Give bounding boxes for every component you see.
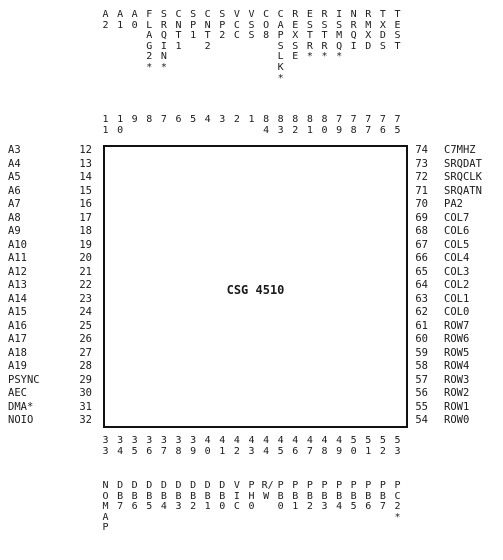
left-pin-number: 26 [79,333,92,345]
top-signal-label: TEST [394,9,401,52]
right-pin-number: 54 [415,414,428,426]
left-signal-label: DMA* [8,400,34,413]
top-signal-label: A1 [117,9,124,31]
top-signal-label: CNT1 [175,9,182,52]
top-signal-label: REXSE [292,9,299,63]
top-signal-label: VSS [248,9,255,42]
left-signal-label: A10 [8,238,27,251]
left-signal-label: A7 [8,198,21,210]
bottom-signal-label: VIC [233,480,240,513]
left-pin-number: 22 [79,279,92,291]
right-signal-label: SRQDAT [444,157,482,170]
bottom-pin-number: 44 [263,435,270,457]
bottom-signal-label: DB5 [146,480,153,513]
right-pin-number: 57 [415,373,428,386]
right-signal-label: SRQCLK [444,171,482,183]
top-pin-number: 3 [219,114,226,125]
top-pin-number: 75 [394,114,401,136]
bottom-signal-label: DB6 [131,480,138,513]
top-pin-number: 9 [131,114,138,125]
bottom-signal-label: DB1 [204,480,211,513]
left-pin-number: 15 [79,184,92,197]
top-signal-label: CNT2 [204,9,211,52]
left-signal-label: A9 [8,225,21,237]
left-signal-label: PSYNC [8,373,40,386]
right-pin-number: 70 [415,198,428,210]
bottom-signal-label: NOMAP [102,480,109,534]
top-pin-number: 78 [350,114,357,136]
top-signal-label: FLAG2* [146,9,153,73]
right-pin-number: 69 [415,211,428,224]
bottom-pin-number: 33 [102,435,109,457]
bottom-pin-number: 52 [379,435,386,457]
left-pin-number: 16 [79,198,92,210]
left-pin-number: 12 [79,144,92,156]
right-signal-label: ROW1 [444,400,470,413]
left-signal-label: A16 [8,319,27,332]
right-signal-label: ROW0 [444,414,470,426]
right-pin-number: 74 [415,144,428,156]
left-pin-number: 23 [79,292,92,305]
bottom-signal-label: PB1 [292,480,299,513]
left-pin-number: 24 [79,306,92,318]
left-signal-label: A18 [8,346,27,359]
bottom-signal-label: DB7 [117,480,124,513]
left-pin-number: 32 [79,414,92,426]
right-pin-number: 58 [415,360,428,372]
right-signal-label: ROW2 [444,387,470,399]
left-signal-label: A15 [8,306,27,318]
left-signal-label: A12 [8,265,27,278]
top-pin-number: 82 [292,114,299,136]
left-signal-label: A11 [8,252,27,264]
top-signal-label: VCC [233,9,240,42]
right-signal-label: COL0 [444,306,470,318]
bottom-pin-number: 39 [190,435,197,457]
top-signal-label: NRQI [350,9,357,52]
left-signal-label: A3 [8,144,21,156]
right-pin-number: 72 [415,171,428,183]
bottom-pin-number: 40 [204,435,211,457]
bottom-pin-number: 34 [117,435,124,457]
right-pin-number: 56 [415,387,428,399]
right-pin-number: 65 [415,265,428,278]
bottom-signal-label: DB3 [175,480,182,513]
right-signal-label: ROW3 [444,373,470,386]
bottom-pin-number: 43 [248,435,255,457]
right-signal-label: COL1 [444,292,470,305]
bottom-signal-label: PB5 [350,480,357,513]
bottom-signal-label: PB3 [321,480,328,513]
top-pin-number: 1 [248,114,255,125]
top-signal-label: A2 [102,9,109,31]
bottom-signal-label: DB0 [219,480,226,513]
left-signal-label: A8 [8,211,21,224]
right-signal-label: ROW6 [444,333,470,345]
top-signal-label: A0 [131,9,138,31]
top-signal-label: CO8 [263,9,270,42]
chip-package-outline [103,145,408,428]
top-signal-label: SRQIN* [160,9,167,73]
right-signal-label: COL5 [444,238,470,251]
top-pin-number: 77 [365,114,372,136]
left-pin-number: 13 [79,157,92,170]
right-pin-number: 61 [415,319,428,332]
right-pin-number: 68 [415,225,428,237]
left-pin-number: 21 [79,265,92,278]
right-signal-label: COL4 [444,252,470,264]
left-pin-number: 20 [79,252,92,264]
left-pin-number: 25 [79,319,92,332]
left-signal-label: A14 [8,292,27,305]
top-pin-number: 8 [146,114,153,125]
top-pin-number: 81 [306,114,313,136]
bottom-pin-number: 53 [394,435,401,457]
bottom-pin-number: 46 [292,435,299,457]
right-signal-label: ROW5 [444,346,470,359]
bottom-pin-number: 35 [131,435,138,457]
bottom-signal-label: PB2 [306,480,313,513]
left-pin-number: 27 [79,346,92,359]
bottom-pin-number: 47 [306,435,313,457]
bottom-pin-number: 41 [219,435,226,457]
bottom-signal-label: PB6 [365,480,372,513]
left-signal-label: NOIO [8,414,34,426]
top-signal-label: CAPSLK* [277,9,284,84]
top-signal-label: SP2 [219,9,226,42]
top-pin-number: 5 [190,114,197,125]
bottom-pin-number: 36 [146,435,153,457]
right-pin-number: 60 [415,333,428,345]
right-signal-label: COL7 [444,211,470,224]
bottom-signal-label: R/W [261,480,274,502]
bottom-pin-number: 49 [336,435,343,457]
bottom-signal-label: PB4 [336,480,343,513]
left-signal-label: A13 [8,279,27,291]
top-pin-number: 80 [321,114,328,136]
top-pin-number: 83 [277,114,284,136]
bottom-pin-number: 37 [160,435,167,457]
right-pin-number: 64 [415,279,428,291]
top-pin-number: 7 [160,114,167,125]
top-signal-label: RSTR* [321,9,328,63]
top-pin-number: 84 [263,114,270,136]
bottom-pin-number: 45 [277,435,284,457]
bottom-signal-label: PB0 [277,480,284,513]
top-pin-number: 11 [102,114,109,136]
bottom-pin-number: 51 [365,435,372,457]
left-signal-label: A17 [8,333,27,345]
right-pin-number: 59 [415,346,428,359]
left-pin-number: 17 [79,211,92,224]
bottom-signal-label: PH0 [248,480,255,513]
top-signal-label: ESTR* [306,9,313,63]
right-pin-number: 73 [415,157,428,170]
left-pin-number: 14 [79,171,92,183]
right-signal-label: SRQATN [444,184,482,197]
bottom-pin-number: 48 [321,435,328,457]
bottom-pin-number: 42 [233,435,240,457]
right-signal-label: COL6 [444,225,470,237]
top-pin-number: 2 [233,114,240,125]
left-pin-number: 30 [79,387,92,399]
right-signal-label: ROW4 [444,360,470,372]
right-signal-label: ROW7 [444,319,470,332]
right-pin-number: 55 [415,400,428,413]
top-signal-label: ISMQ* [336,9,343,63]
left-pin-number: 28 [79,360,92,372]
bottom-signal-label: PC2* [394,480,401,523]
top-pin-number: 4 [204,114,211,125]
right-pin-number: 71 [415,184,428,197]
right-signal-label: COL2 [444,279,470,291]
right-signal-label: C7MHZ [444,144,476,156]
right-pin-number: 67 [415,238,428,251]
right-signal-label: PA2 [444,198,463,210]
bottom-pin-number: 38 [175,435,182,457]
left-pin-number: 29 [79,373,92,386]
top-pin-number: 76 [379,114,386,136]
top-pin-number: 6 [175,114,182,125]
bottom-signal-label: DB2 [190,480,197,513]
top-signal-label: RMXD [365,9,372,52]
bottom-pin-number: 50 [350,435,357,457]
chip-label: CSG 4510 [226,283,285,297]
left-signal-label: AEC [8,387,27,399]
right-pin-number: 63 [415,292,428,305]
left-signal-label: A5 [8,171,21,183]
right-pin-number: 66 [415,252,428,264]
right-pin-number: 62 [415,306,428,318]
top-signal-label: TXDS [379,9,386,52]
left-signal-label: A4 [8,157,21,170]
bottom-signal-label: PB7 [379,480,386,513]
left-signal-label: A19 [8,360,27,372]
left-pin-number: 19 [79,238,92,251]
top-pin-number: 10 [117,114,124,136]
left-signal-label: A6 [8,184,21,197]
bottom-signal-label: DB4 [160,480,167,513]
left-pin-number: 18 [79,225,92,237]
left-pin-number: 31 [79,400,92,413]
top-signal-label: SP1 [190,9,197,42]
right-signal-label: COL3 [444,265,470,278]
top-pin-number: 79 [336,114,343,136]
